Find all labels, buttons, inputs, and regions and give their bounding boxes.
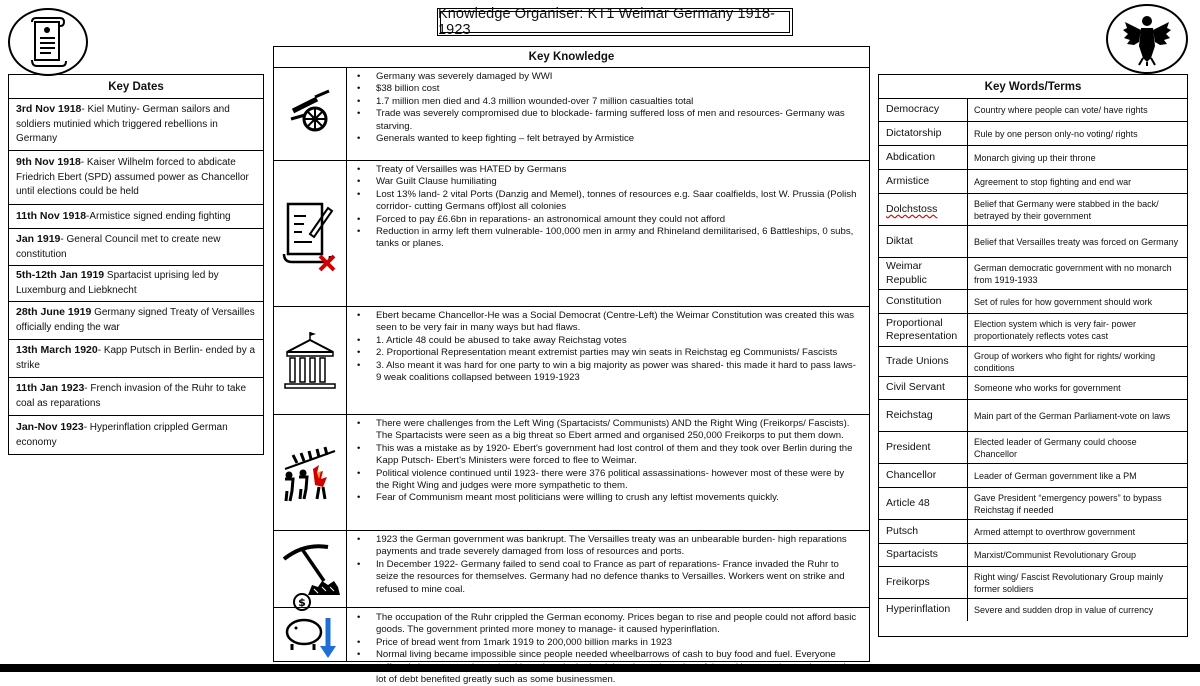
definition: Election system which is very fair- power proportionately reflects votes cast <box>974 319 1137 341</box>
date-row <box>9 229 263 266</box>
term-row <box>879 400 1187 432</box>
date-label: 3rd Nov 1918 <box>16 103 82 116</box>
definition: Rule by one person only-no voting/ rights <box>974 128 1138 139</box>
svg-text:$: $ <box>298 595 306 609</box>
knowledge-row <box>274 68 869 161</box>
date-row <box>9 378 263 416</box>
definition: Someone who works for government <box>974 383 1121 393</box>
piggy-bank-down-icon <box>274 595 347 661</box>
term-row <box>879 314 1187 347</box>
knowledge-bullet: • Germany was severely damaged by WWI <box>355 71 859 83</box>
date-label: 11th Jan 1923 <box>16 382 85 395</box>
definition: Belief that Versailles treaty was forced on Germany <box>974 236 1179 247</box>
knowledge-bullet: • 3. Also meant it was hard for one party to win a big majority as power was shared- this made it hard to pass laws- 9 weak coalitions collapsed between 1919-1923 <box>355 360 859 385</box>
knowledge-bullet: • In December 1922- Germany failed to send coal to France as part of reparations- France invaded the Ruhr to seize the resources for themselves. Germany had no defence thanks to Versailles. Workers went on strike and refused to mine coal. <box>355 559 859 596</box>
knowledge-bullet: • 1. Article 48 could be abused to take away Reichstag votes <box>355 335 859 347</box>
term-row <box>879 170 1187 194</box>
term-row <box>879 377 1187 400</box>
definition: Set of rules for how government should work <box>974 296 1153 307</box>
term-row <box>879 258 1187 290</box>
page-title: Knowledge Organiser: KT1 Weimar Germany 1918-1923 <box>437 8 793 36</box>
definition: Main part of the German Parliament-vote on laws <box>974 410 1171 421</box>
term: Article 48 <box>879 488 968 519</box>
knowledge-row <box>274 415 869 531</box>
knowledge-bullet: • Reduction in army left them vulnerable- 100,000 men in army and Rhineland demilitarised, 6 Battleships, 0 subs, tanks or planes. <box>355 226 859 251</box>
knowledge-bullet: • Normal living became impossible since people needed wheelbarrows of cash to buy food and fuel. Everyone lot of debt benefited greatly such as some businessmen. <box>355 649 859 686</box>
knowledge-bullet: • 2. Proportional Representation meant extremist parties may win seats in Reichstag eg Communists/ Fascists <box>355 347 859 359</box>
definition: Right wing/ Fascist Revolutionary Group mainly former soldiers <box>974 571 1164 594</box>
knowledge-text <box>347 161 869 306</box>
knowledge-bullet: • Generals wanted to keep fighting – felt betrayed by Armistice <box>355 133 859 145</box>
knowledge-text <box>347 68 869 160</box>
term: Trade Unions <box>879 347 968 376</box>
knowledge-bullet: • Treaty of Versailles was HATED by Germans <box>355 164 859 176</box>
term-row <box>879 226 1187 258</box>
definition: Group of workers who fight for rights/ working conditions <box>974 350 1156 373</box>
eagle-emblem-icon <box>1106 4 1188 74</box>
term: Spartacists <box>879 544 968 566</box>
protest-crowd-icon <box>274 415 347 530</box>
date-text: -Armistice signed ending fighting <box>86 210 231 222</box>
knowledge-bullet: • War Guilt Clause humiliating <box>355 176 859 188</box>
term: Chancellor <box>879 464 968 487</box>
knowledge-bullet: • There were challenges from the Left Wing (Spartacists/ Communists) AND the Right Wing (Freikorps/ Fascists). The Spartacists were seen as a big threat so Ebert armed and organised 250,000 Freikorps to put them down. <box>355 418 859 443</box>
date-row <box>9 266 263 302</box>
date-text: - Hyperinflation crippled German economy <box>16 421 228 448</box>
date-text: - Kaiser Wilhelm forced to abdicate Friedrich Ebert (SPD) assumed power as Chancellor until elections could be held <box>16 157 249 198</box>
term-row <box>879 146 1187 170</box>
term-row <box>879 464 1187 488</box>
date-label: 11th Nov 1918 <box>16 209 87 222</box>
date-label: 5th-12th Jan 1919 <box>16 269 105 282</box>
term-row <box>879 347 1187 377</box>
date-text: - Kapp Putsch in Berlin- ended by a strike <box>16 345 256 371</box>
date-label: 28th June 1919 <box>16 306 92 319</box>
term: President <box>879 432 968 463</box>
definition: Armed attempt to overthrow government <box>974 526 1136 537</box>
key-words-panel <box>878 74 1188 637</box>
key-knowledge-panel <box>273 46 870 686</box>
knowledge-bullet: • Forced to pay £6.6bn in reparations- an astronomical amount they could not afford <box>355 214 859 226</box>
knowledge-bullet: • The occupation of the Ruhr crippled the German economy. Prices began to rise and people could not afford basic goods. The government printed more money to manage- it caused hyperinflation. <box>355 612 859 637</box>
date-text: - French invasion of the Ruhr to take coal as reparations <box>16 383 247 409</box>
definition: Monarch giving up their throne <box>974 152 1096 163</box>
knowledge-bullet: • 1923 the German government was bankrupt. The Versailles treaty was an unbearable burden- high reparations payments and trade severely damaged from loss of resources and ports. <box>355 534 859 559</box>
knowledge-row <box>274 307 869 415</box>
date-text: Germany signed Treaty of Versailles officially ending the war <box>16 307 255 333</box>
date-row <box>9 205 263 229</box>
date-row <box>9 151 263 205</box>
term: Weimar Republic <box>879 258 968 289</box>
definition: Belief that Germany were stabbed in the back/ betrayed by their government <box>974 198 1159 221</box>
knowledge-text <box>347 531 869 607</box>
term: Diktat <box>879 226 968 257</box>
date-label: 13th March 1920 <box>16 344 98 357</box>
date-text: - General Council met to create new constitution <box>16 233 221 260</box>
term: Armistice <box>879 170 968 193</box>
term-row <box>879 122 1187 146</box>
date-label: Jan-Nov 1923 <box>16 420 84 433</box>
key-dates-heading: Key Dates <box>9 75 263 99</box>
term-row <box>879 544 1187 567</box>
knowledge-bullet: • Trade was severely compromised due to blockade- farming suffered loss of men and resources- Germany was starving. <box>355 108 859 133</box>
date-label: 9th Nov 1918 <box>16 156 81 169</box>
treaty-document-icon <box>274 161 347 306</box>
scroll-decree-icon <box>8 8 88 76</box>
knowledge-row <box>274 595 869 686</box>
knowledge-bullet: • This was a mistake as by 1920- Ebert's government had lost control of them and they took over Berlin during the Kapp Putsch- Ebert's Ministers were forced to flee to Weimar. <box>355 443 859 468</box>
knowledge-bullet: • Price of bread went from 1mark 1919 to 200,000 billion marks in 1923 <box>355 637 859 649</box>
definition: Agreement to stop fighting and end war <box>974 176 1132 187</box>
date-text: Spartacist uprising led by Luxemburg and Liebknecht <box>16 270 219 296</box>
knowledge-bullet: • Political violence continued until 1923- there were 376 political assassinations- however most of these were by the Right Wing and judges were more sympathetic to them. <box>355 468 859 493</box>
term: Constitution <box>879 290 968 313</box>
date-row <box>9 416 263 454</box>
knowledge-text <box>347 415 869 530</box>
key-words-heading: Key Words/Terms <box>879 75 1187 99</box>
government-building-icon <box>274 307 347 414</box>
definition: Gave President “emergency powers” to bypass Reichstag if needed <box>974 492 1162 515</box>
knowledge-bullet: • Ebert became Chancellor-He was a Social Democrat (Centre-Left) the Weimar Constitution was created this was seen to be very fair in many ways but had flaws. <box>355 310 859 335</box>
knowledge-bullet: • Lost 13% land- 2 vital Ports (Danzig and Memel), tonnes of resources e.g. Saar coalfields, lost W. Prussia (Polish corridor- cutting Germans off)lost all colonies <box>355 189 859 214</box>
term-row <box>879 520 1187 544</box>
knowledge-bullet: • 1.7 million men died and 4.3 million wounded-over 7 million casualties total <box>355 96 859 108</box>
term-row <box>879 194 1187 226</box>
term: Abdication <box>879 146 968 169</box>
term-row <box>879 290 1187 314</box>
definition: Marxist/Communist Revolutionary Group <box>974 550 1137 560</box>
term: Hyperinflation <box>879 599 968 621</box>
term: Freikorps <box>879 567 968 598</box>
term: Dictatorship <box>879 122 968 145</box>
term-row <box>879 599 1187 621</box>
term: Civil Servant <box>879 377 968 399</box>
definition: German democratic government with no monarch from 1919-1933 <box>974 262 1172 285</box>
date-row <box>9 99 263 151</box>
knowledge-text <box>347 307 869 414</box>
term: Dolchstoss <box>879 194 968 225</box>
artillery-cannon-icon <box>274 68 347 160</box>
date-row <box>9 340 263 378</box>
term: Proportional Representation <box>879 314 968 346</box>
date-text: - Kiel Mutiny- German sailors and soldiers mutinied which triggered rebellions in Germany <box>16 104 230 145</box>
knowledge-bullet: • $38 billion cost <box>355 83 859 95</box>
term: Reichstag <box>879 400 968 431</box>
date-label: Jan 1919 <box>16 232 61 245</box>
knowledge-bullet: • Fear of Communism meant most politicians were willing to crush any leftist movements quickly. <box>355 492 859 504</box>
term-row <box>879 488 1187 520</box>
date-row <box>9 302 263 340</box>
term-row <box>879 567 1187 599</box>
term-row <box>879 99 1187 122</box>
bottom-bar <box>0 664 1200 672</box>
knowledge-text <box>347 608 869 686</box>
key-dates-panel <box>8 74 264 455</box>
knowledge-row <box>274 161 869 307</box>
definition: Severe and sudden drop in value of currency <box>974 605 1154 615</box>
term: Putsch <box>879 520 968 543</box>
knowledge-row <box>274 531 869 608</box>
key-knowledge-heading: Key Knowledge <box>274 47 869 68</box>
term: Democracy <box>879 99 968 121</box>
definition: Leader of German government like a PM <box>974 470 1137 481</box>
definition: Elected leader of Germany could choose Chancellor <box>974 436 1137 459</box>
term-row <box>879 432 1187 464</box>
definition: Country where people can vote/ have rights <box>974 105 1148 115</box>
